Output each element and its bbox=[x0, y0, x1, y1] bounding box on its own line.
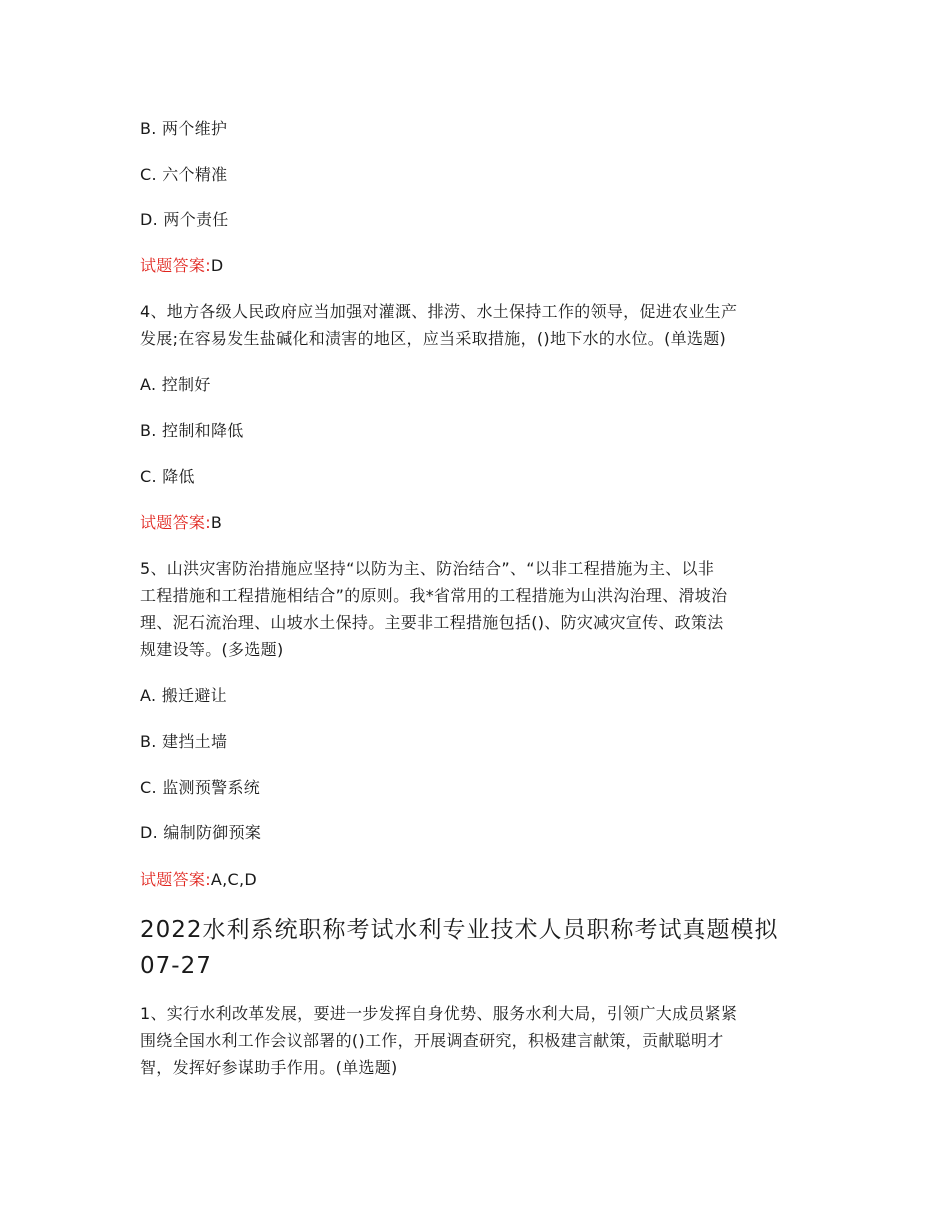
question-5-line: 5、山洪灾害防治措施应坚持“以防为主、防治结合”、“以非工程措施为主、以非 bbox=[140, 559, 715, 578]
question-1-line: 1、实行水利改革发展，要进一步发挥自身优势、服务水利大局，引领广大成员紧紧 bbox=[140, 1004, 738, 1023]
answer-label: 试题答案: bbox=[140, 513, 211, 532]
q5-option-c: C. 监测预警系统 bbox=[140, 778, 261, 797]
question-5-line: 工程措施和工程措施相结合”的原则。我*省常用的工程措施为山洪沟治理、滑坡治 bbox=[140, 586, 728, 605]
q5-option-d: D. 编制防御预案 bbox=[140, 823, 262, 842]
question-1-line: 围绕全国水利工作会议部署的()工作，开展调查研究，积极建言献策，贡献聪明才 bbox=[140, 1031, 724, 1050]
answer-value: D bbox=[210, 256, 224, 275]
question-5-text bbox=[140, 555, 812, 663]
question-1-line: 智，发挥好参谋助手作用。(单选题) bbox=[140, 1058, 398, 1077]
question-5-line: 理、泥石流治理、山坡水土保持。主要非工程措施包括()、防灾减灾宣传、政策法 bbox=[140, 613, 724, 632]
section-title-line: 07-27 bbox=[140, 953, 212, 979]
answer-label: 试题答案: bbox=[140, 256, 211, 275]
answer-value: A,C,D bbox=[210, 870, 258, 889]
question-5-line: 规建设等。(多选题) bbox=[140, 640, 284, 659]
answer-label: 试题答案: bbox=[140, 870, 211, 889]
question-4-line: 4、地方各级人民政府应当加强对灌溉、排涝、水土保持工作的领导，促进农业生产 bbox=[140, 302, 738, 321]
section-title-line: 2022水利系统职称考试水利专业技术人员职称考试真题模拟 bbox=[140, 917, 779, 943]
question-4-line: 发展;在容易发生盐碱化和渍害的地区，应当采取措施，()地下水的水位。(单选题) bbox=[140, 329, 727, 348]
q4-option-b: B. 控制和降低 bbox=[140, 421, 244, 440]
q5-option-a: A. 搬迁避让 bbox=[140, 686, 227, 705]
question-4-text bbox=[140, 298, 812, 352]
option-b: B. 两个维护 bbox=[140, 119, 228, 138]
option-d: D. 两个责任 bbox=[140, 210, 229, 229]
option-c: C. 六个精准 bbox=[140, 165, 228, 184]
answer-value: B bbox=[210, 513, 223, 532]
q5-option-b: B. 建挡土墙 bbox=[140, 732, 228, 751]
q4-answer-line bbox=[140, 509, 222, 536]
section-title bbox=[140, 912, 820, 984]
q4-option-c: C. 降低 bbox=[140, 467, 195, 486]
q5-answer-line bbox=[140, 866, 257, 893]
answer-line bbox=[140, 252, 224, 279]
q4-option-a: A. 控制好 bbox=[140, 375, 211, 394]
question-1-text bbox=[140, 1000, 812, 1081]
